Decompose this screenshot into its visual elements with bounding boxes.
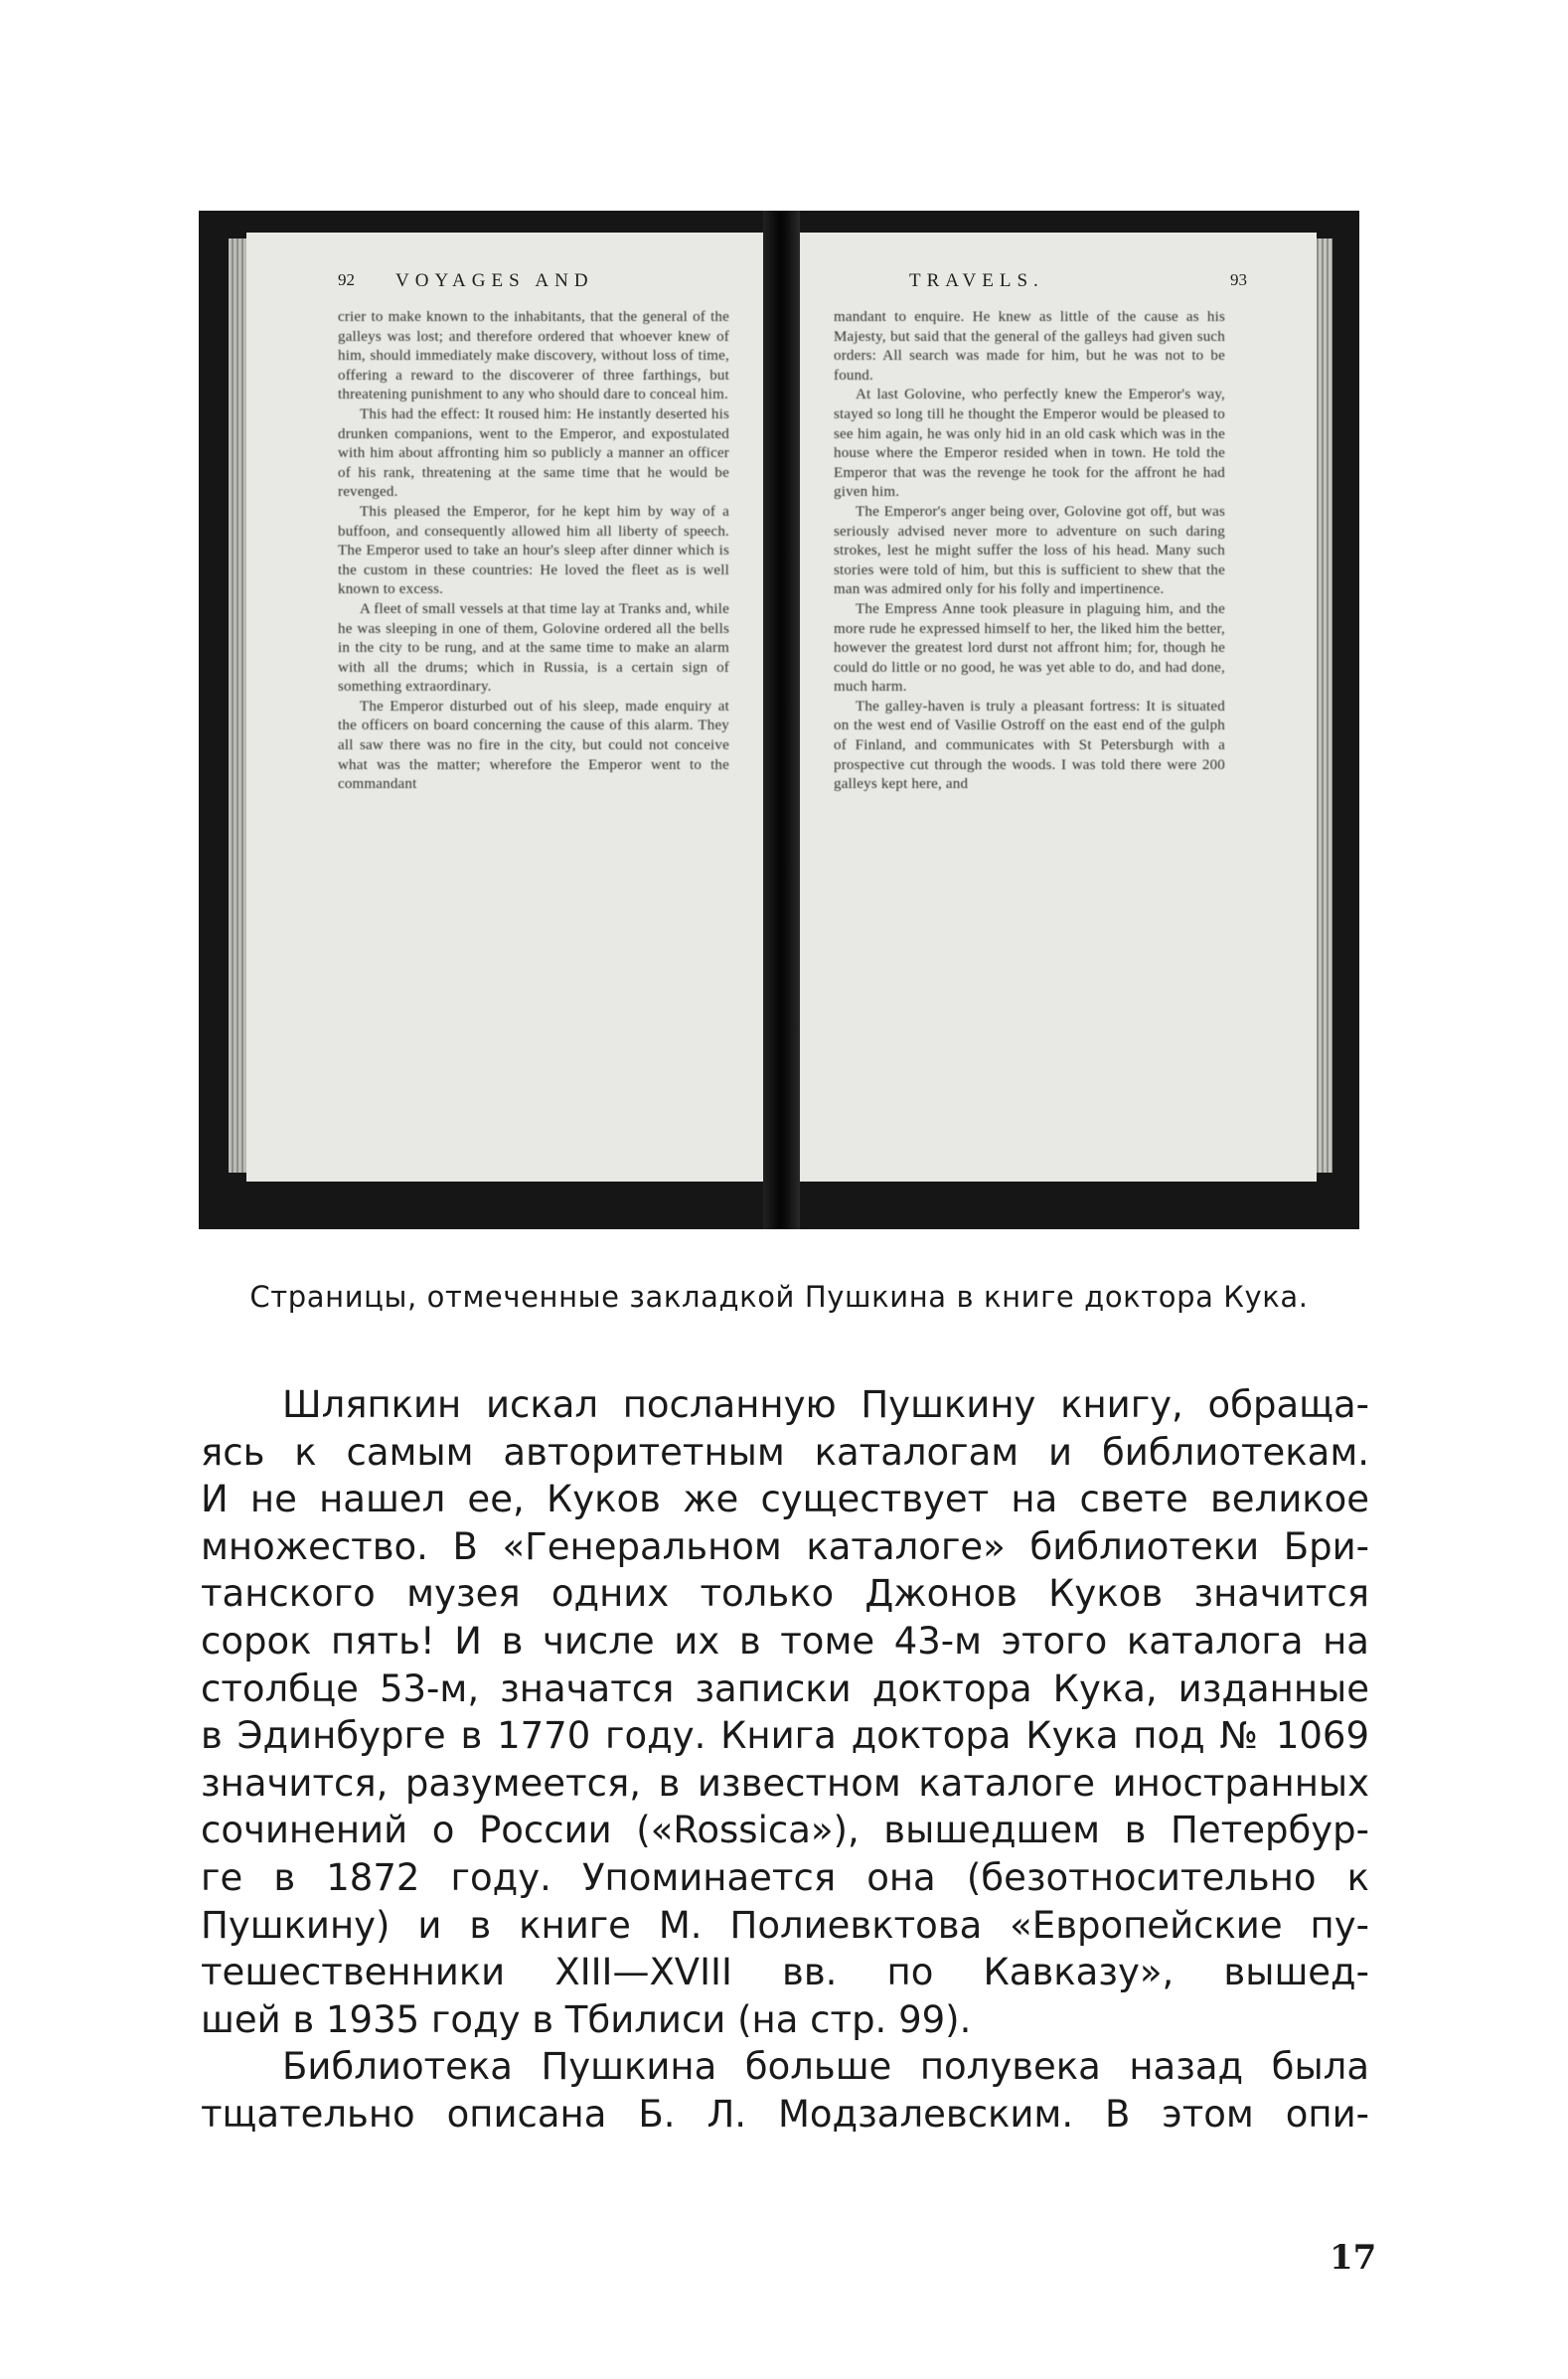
body-line: тешественники XIII—XVIII вв. по Кавказу», вышед-	[201, 1951, 1369, 1994]
page-edges-left	[229, 238, 246, 1173]
right-page-text	[834, 308, 1225, 1152]
left-paragraph: The Emperor disturbed out of his sleep, made enquiry at the officers on board concerning the cause of this alarm. They all saw there was no fire in the city, but could not conceive what was the matter; wherefore the Emperor went to the commandant	[338, 698, 729, 793]
right-paragraph: The Empress Anne took pleasure in plaguing him, and the more rude he expressed himself to her, the liked him the better, however the greatest lord durst not affront him; for, though he could do little or no good, he was yet able to do, and had done, much harm.	[834, 600, 1225, 696]
body-line: сочинений о России («Rossica»), вышедшем в Петербур-	[201, 1809, 1369, 1852]
book-photo	[199, 211, 1359, 1229]
body-line: множество. В «Генеральном каталоге» библиотеки Бри-	[201, 1524, 1369, 1568]
body-line: ге в 1872 году. Упоминается она (безотносительно к	[201, 1855, 1369, 1899]
right-paragraph: The galley-haven is truly a pleasant fortress: It is situated on the west end of Vasilie Ostroff on the east end of the gulph of Finland, and communicates with St Petersburgh with a prospective cut through the woods. I was told there were 200 galleys kept here, and	[834, 698, 1225, 793]
book-right-page	[800, 233, 1317, 1182]
right-page-number: 93	[1230, 270, 1247, 289]
left-page-text	[338, 308, 729, 1152]
page-number: 17	[1330, 2238, 1377, 2278]
body-line: танского музея одних только Джонов Куков значится	[201, 1572, 1369, 1616]
body-line: Шляпкин искал посланную Пушкину книгу, обраща-	[282, 1383, 1369, 1426]
body-text	[201, 1381, 1369, 2139]
left-running-head: VOYAGES AND	[395, 270, 594, 291]
body-line: ясь к самым авторитетным каталогам и библиотекам.	[201, 1430, 1369, 1474]
body-line: тщательно описана Б. Л. Модзалевским. В этом опи-	[201, 2092, 1369, 2136]
body-line: Библиотека Пушкина больше полувека назад была	[282, 2045, 1369, 2089]
right-paragraph: At last Golovine, who perfectly knew the Emperor's way, stayed so long till he thought the Emperor would be pleased to see him again, he was only hid in an old cask which was in the house where the Emperor resided when in town. He told the Emperor that was the revenge he took for the affront he had given him.	[834, 387, 1225, 501]
left-paragraph: crier to make known to the inhabitants, that the general of the galleys was lost; and therefore ordered that whoever knew of him, should immediately make discovery, without loss of time, offering a reward to the discoverer of three farthings, but threatening punishment to any who should dare to conceal him.	[338, 309, 729, 403]
page-edges-right	[1317, 238, 1333, 1173]
right-running-head: TRAVELS.	[909, 270, 1044, 291]
body-line: сорок пять! И в числе их в томе 43-м этого каталога на	[201, 1619, 1369, 1663]
body-line: Пушкину) и в книге М. Полиевктова «Европейские пу-	[201, 1903, 1369, 1947]
photo-caption: Страницы, отмеченные закладкой Пушкина в книге доктора Кука.	[249, 1280, 1309, 1314]
left-paragraph: This had the effect: It roused him: He instantly deserted his drunken companions, went to the Emperor, and expostulated with him about affronting him so publicly a manner an officer of his rank, threatening at the same time that he would be revenged.	[338, 405, 729, 501]
left-paragraph: This pleased the Emperor, for he kept him by way of a buffoon, and consequently allowed him all liberty of speech. The Emperor used to take an hour's sleep after dinner which is the custom in these countries: He loved the fleet as is well known to excess.	[338, 503, 729, 598]
body-line: шей в 1935 году в Тбилиси (на стр. 99).	[201, 1997, 972, 2041]
right-paragraph: mandant to enquire. He knew as little of the cause as his Majesty, but said that the general of the galleys had given such orders: All search was made for him, but he was not to be found.	[834, 309, 1225, 384]
book-gutter	[763, 211, 800, 1229]
body-line: значится, разумеется, в известном каталоге иностранных	[201, 1761, 1369, 1805]
body-line: в Эдинбурге в 1770 году. Книга доктора Кука под № 1069	[201, 1714, 1369, 1758]
left-paragraph: A fleet of small vessels at that time lay at Tranks and, while he was sleeping in one of them, Golovine ordered all the bells in the city to be rung, and at the same time to make an alarm with all the drums; which in Russia, is a certain sign of something extraordinary.	[338, 600, 729, 696]
right-paragraph: The Emperor's anger being over, Golovine got off, but was seriously advised never more to adventure on such daring strokes, lest he might suffer the loss of his head. Many such stories were told of him, but this is sufficient to shew that the man was admired only for his folly and impertinence.	[834, 503, 1225, 598]
book-left-page	[246, 233, 763, 1182]
left-page-number: 92	[338, 270, 355, 289]
body-line: И не нашел ее, Куков же существует на свете великое	[201, 1478, 1369, 1521]
body-line: столбце 53-м, значатся записки доктора Кука, изданные	[201, 1666, 1369, 1710]
